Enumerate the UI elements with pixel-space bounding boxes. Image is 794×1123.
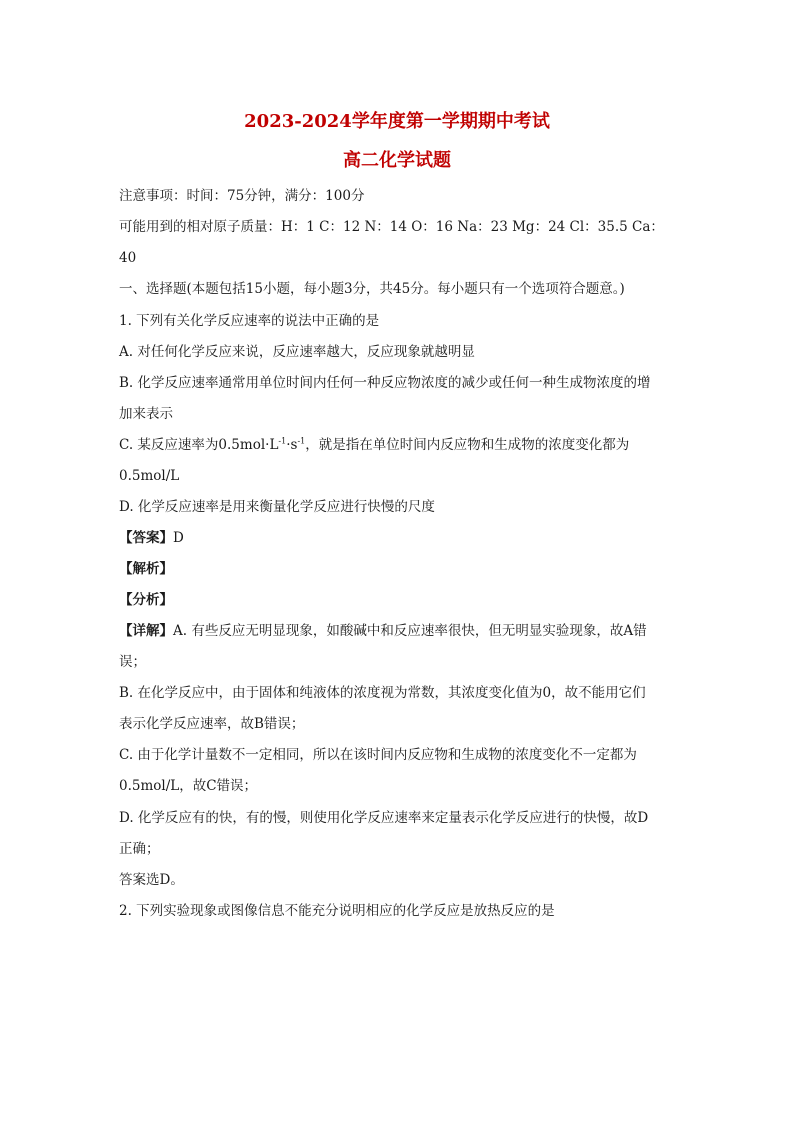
- detail-b-line-cont: 表示化学反应速率，故B错误；: [119, 716, 305, 732]
- answer-line: [119, 528, 184, 548]
- detail-tag: 【详解】: [119, 623, 173, 639]
- detail-c-line-cont: 0.5mol/L，故C错误；: [119, 778, 258, 794]
- answer-conclusion: 答案选D。: [119, 872, 184, 888]
- detail-a-line-cont: 误；: [119, 654, 146, 670]
- exam-subtitle: 高二化学试题: [343, 150, 451, 171]
- option-c-exponent-2: -1: [297, 436, 306, 446]
- option-c-text-mid: ·s: [286, 437, 298, 453]
- exam-title: 2023-2024学年度第一学期期中考试: [244, 111, 550, 132]
- detail-a-line: [119, 621, 647, 641]
- atomic-mass-line: 可能用到的相对原子质量：H：1 C：12 N：14 O：16 Na：23 Mg：24 Cl：35.5 Ca：: [119, 219, 664, 235]
- option-c-text-pre: C. 某反应速率为0.5mol·L: [119, 437, 279, 453]
- detail-d-line-cont: 正确；: [119, 841, 160, 857]
- detail-d-line: D. 化学反应有的快，有的慢，则使用化学反应速率来定量表示化学反应进行的快慢，故D: [119, 810, 649, 826]
- question-1-option-b: B. 化学反应速率通常用单位时间内任何一种反应物浓度的减少或任何一种生成物浓度的增: [119, 375, 651, 391]
- notes-line: 注意事项：时间：75分钟，满分：100分: [119, 188, 365, 204]
- question-1-option-b-cont: 加来表示: [119, 406, 173, 422]
- question-1-option-a: A. 对任何化学反应来说，反应速率越大，反应现象就越明显: [119, 344, 475, 360]
- question-2-stem: 2. 下列实验现象或图像信息不能充分说明相应的化学反应是放热反应的是: [119, 903, 555, 919]
- detail-c-line: C. 由于化学计量数不一定相同，所以在该时间内反应物和生成物的浓度变化不一定都为: [119, 747, 637, 763]
- atomic-mass-line-cont: 40: [119, 250, 137, 266]
- analysis-tag: 【解析】: [119, 561, 173, 577]
- question-1-option-d: D. 化学反应速率是用来衡量化学反应进行快慢的尺度: [119, 499, 435, 515]
- question-1-option-c-cont: 0.5mol/L: [119, 468, 180, 484]
- answer-value: D: [173, 530, 184, 546]
- option-c-exponent-1: -1: [278, 436, 287, 446]
- detail-b-line: B. 在化学反应中，由于固体和纯液体的浓度视为常数，其浓度变化值为0，故不能用它们: [119, 685, 646, 701]
- question-1-option-c: [119, 435, 629, 455]
- section-heading: 一、选择题(本题包括15小题，每小题3分，共45分。每小题只有一个选项符合题意。): [119, 281, 625, 297]
- analysis-sub-tag: 【分析】: [119, 592, 173, 608]
- question-1-stem: 1. 下列有关化学反应速率的说法中正确的是: [119, 313, 380, 329]
- detail-a-text: A. 有些反应无明显现象，如酸碱中和反应速率很快，但无明显实验现象，故A错: [173, 623, 647, 639]
- option-c-text-post: ，就是指在单位时间内反应物和生成物的浓度变化都为: [305, 437, 630, 453]
- answer-tag: 【答案】: [119, 530, 173, 546]
